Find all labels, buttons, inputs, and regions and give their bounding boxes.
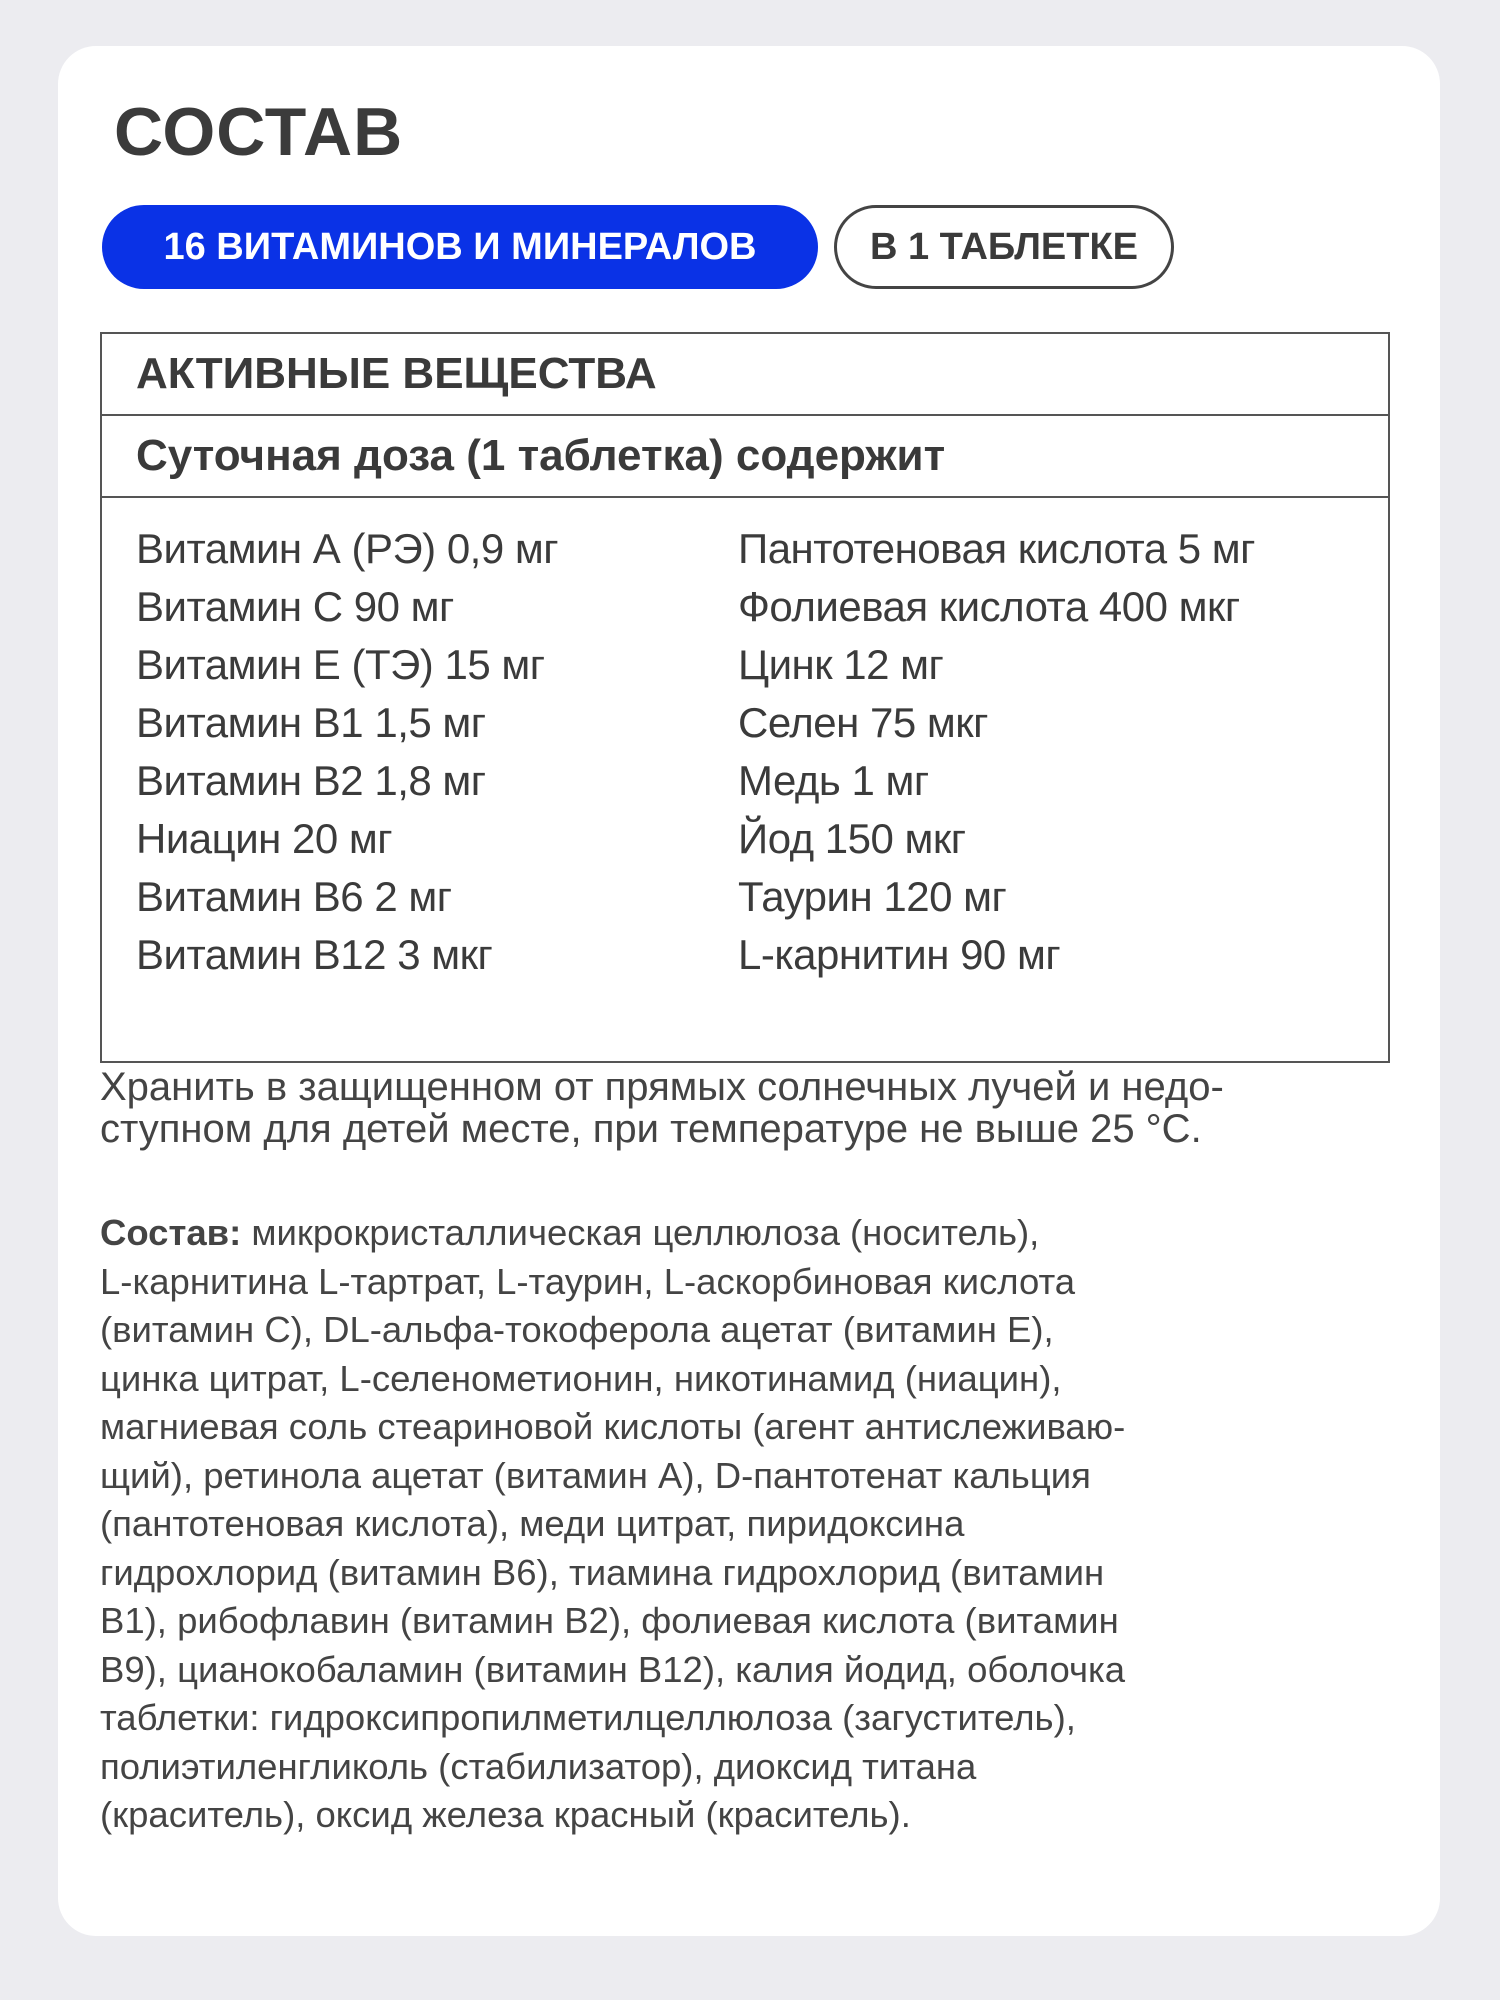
storage-line: ступном для детей месте, при температуре не выше 25 °С. xyxy=(100,1107,1202,1151)
composition-line: В9), цианокобаламин (витамин В12), калия йодид, оболочка xyxy=(100,1648,1126,1690)
composition-line: (пантотеновая кислота), меди цитрат, пиридоксина xyxy=(100,1503,965,1544)
ingredient-item: L-карнитин 90 мг xyxy=(738,931,1061,978)
table-subheader: Суточная доза (1 таблетка) содержит xyxy=(102,416,1388,498)
composition-text xyxy=(100,1209,1400,1840)
ingredient-item: Медь 1 мг xyxy=(738,757,929,804)
composition-label: Состав: xyxy=(100,1212,242,1253)
page-title: СОСТАВ xyxy=(114,94,404,170)
composition-line: таблетки: гидроксипропилметилцеллюлоза (загуститель), xyxy=(100,1697,1076,1738)
storage-instructions xyxy=(100,1066,1400,1150)
composition-line: L-карнитина L-тартрат, L-таурин, L-аскорбиновая кислота xyxy=(100,1260,1076,1302)
composition-line: (краситель), оксид железа красный (краситель). xyxy=(100,1794,911,1835)
composition-line: гидрохлорид (витамин В6), тиамина гидрохлорид (витамин xyxy=(100,1551,1105,1593)
table-header: АКТИВНЫЕ ВЕЩЕСТВА xyxy=(102,334,1388,416)
composition-line: магниевая соль стеариновой кислоты (агент антислеживаю- xyxy=(100,1406,1126,1447)
vitamins-count-badge: 16 ВИТАМИНОВ И МИНЕРАЛОВ xyxy=(102,205,818,289)
composition-line: щий), ретинола ацетат (витамин А), D-пантотенат кальция xyxy=(100,1454,1091,1496)
composition-line: (витамин С), DL-альфа-токоферола ацетат (витамин Е), xyxy=(100,1309,1054,1350)
ingredients-right-column xyxy=(738,520,1255,984)
per-tablet-badge: В 1 ТАБЛЕТКЕ xyxy=(834,205,1174,289)
ingredient-item: Йод 150 мкг xyxy=(738,815,966,862)
ingredient-item: Цинк 12 мг xyxy=(738,641,944,688)
ingredient-item: Ниацин 20 мг xyxy=(136,815,393,862)
product-card xyxy=(58,46,1440,1936)
composition-line: В1), рибофлавин (витамин В2), фолиевая кислота (витамин xyxy=(100,1600,1119,1641)
ingredient-item: Фолиевая кислота 400 мкг xyxy=(738,583,1240,630)
composition-line: полиэтиленгликоль (стабилизатор), диоксид титана xyxy=(100,1745,977,1787)
ingredient-item: Селен 75 мкг xyxy=(738,699,988,746)
ingredient-item: Пантотеновая кислота 5 мг xyxy=(738,525,1255,572)
composition-line: микрокристаллическая целлюлоза (носитель), xyxy=(241,1212,1040,1253)
ingredients-left-column xyxy=(136,520,738,984)
ingredient-item: Витамин Е (ТЭ) 15 мг xyxy=(136,641,545,688)
ingredient-item: Таурин 120 мг xyxy=(738,873,1007,920)
ingredient-item: Витамин В6 2 мг xyxy=(136,873,452,920)
ingredient-item: Витамин С 90 мг xyxy=(136,583,454,630)
ingredient-item: Витамин В1 1,5 мг xyxy=(136,699,486,746)
ingredient-item: Витамин В12 3 мкг xyxy=(136,931,493,978)
active-ingredients-table xyxy=(100,332,1390,1063)
composition-line: цинка цитрат, L-селенометионин, никотинамид (ниацин), xyxy=(100,1357,1062,1399)
ingredient-item: Витамин А (РЭ) 0,9 мг xyxy=(136,525,559,572)
ingredients-grid xyxy=(102,498,1388,984)
storage-line: Хранить в защищенном от прямых солнечных лучей и недо- xyxy=(100,1065,1224,1109)
ingredient-item: Витамин В2 1,8 мг xyxy=(136,757,486,804)
